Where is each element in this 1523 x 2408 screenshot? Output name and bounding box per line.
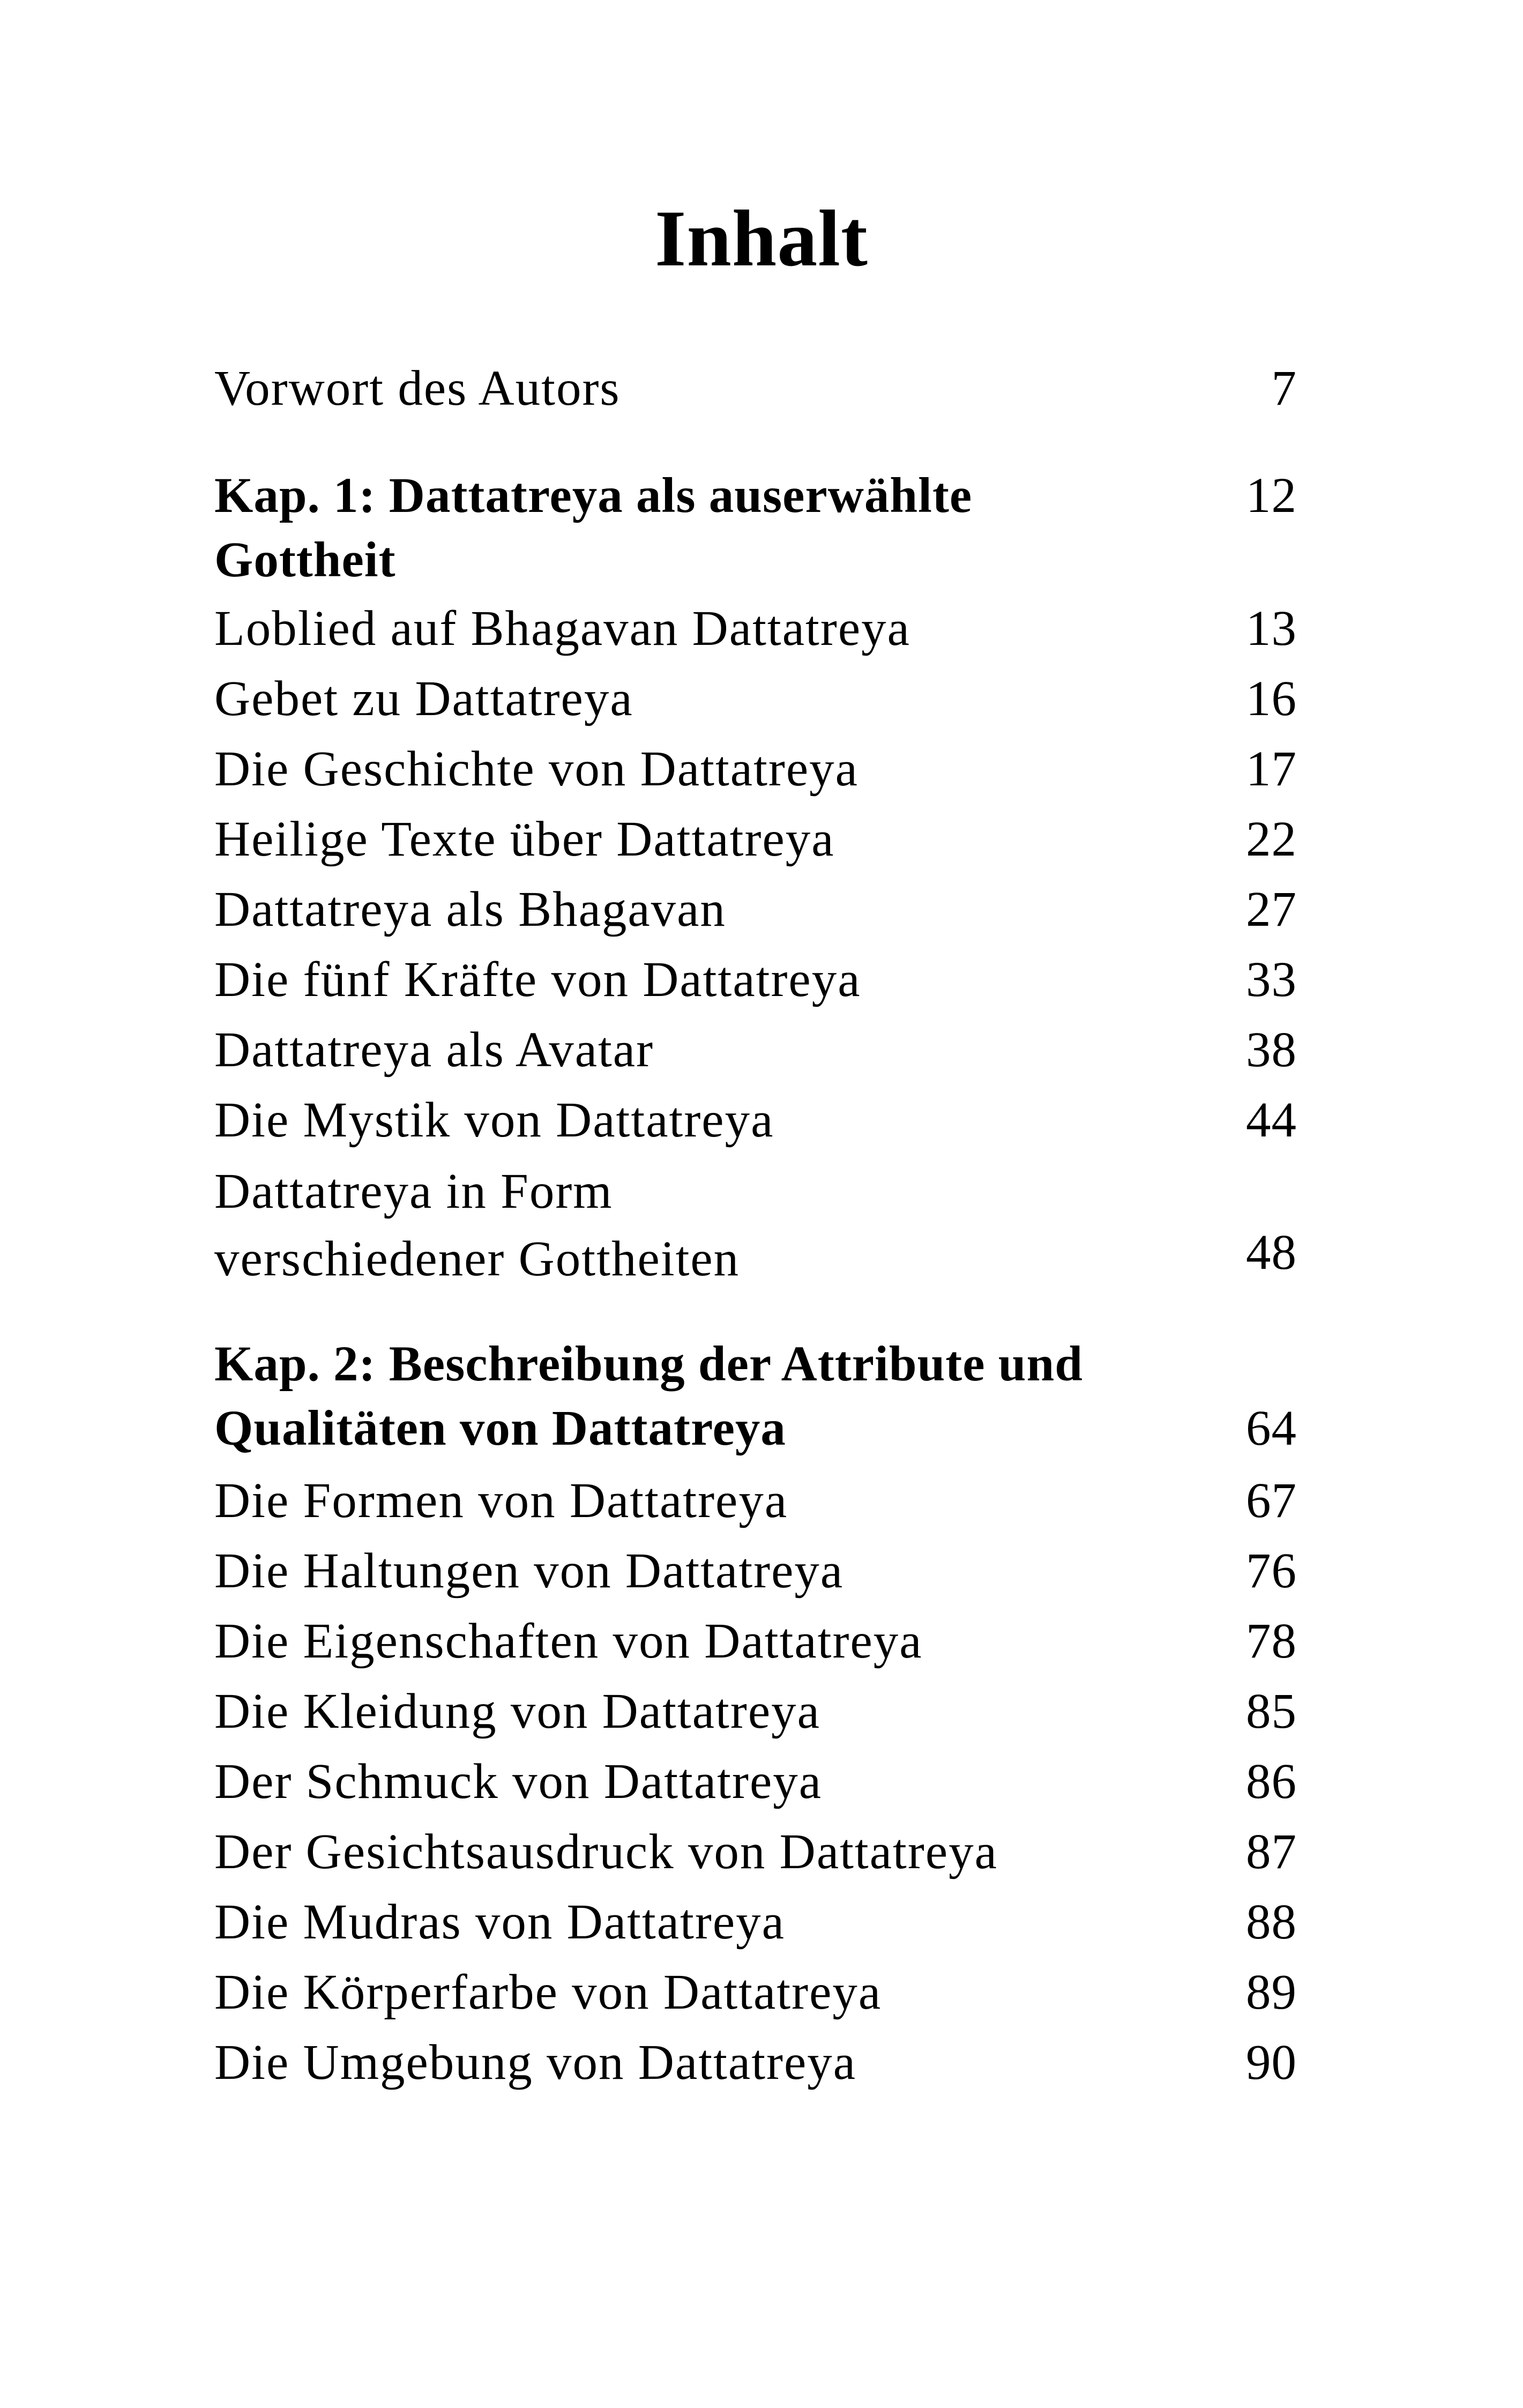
toc-entry-page: 7 (1271, 361, 1297, 416)
toc-entry (214, 737, 1297, 801)
toc-entry-page: 78 (1246, 1614, 1297, 1669)
toc-entry-page: 44 (1246, 1092, 1297, 1148)
toc-entry-label: Die Geschichte von Dattatreya (214, 741, 858, 797)
toc-entry (214, 1088, 1297, 1153)
toc-entry-label: Der Gesichtsausdruck von Dattatreya (214, 1824, 998, 1879)
toc-entry-page: 48 (1246, 1225, 1297, 1280)
toc-entry-page: 86 (1246, 1754, 1297, 1809)
toc-entry-label: Die Mystik von Dattatreya (214, 1092, 774, 1148)
toc-entry-page: 38 (1246, 1022, 1297, 1077)
toc-entry (214, 1890, 1297, 1954)
toc-chapter-label: Kap. 2: Beschreibung der Attribute und Qualitäten von Dattatreya (214, 1336, 1083, 1456)
toc-entry (214, 1960, 1297, 2025)
toc-entry-foreword (214, 356, 1297, 421)
toc-entry-label: Gebet zu Dattatreya (214, 671, 633, 726)
toc-entry (214, 1609, 1297, 1674)
toc-chapter-1 (214, 464, 1297, 592)
toc-entry (214, 2031, 1297, 2095)
toc-entry-label: Dattatreya in Form verschiedener Gottheiten (214, 1164, 740, 1287)
toc-entry-page: 89 (1246, 1965, 1297, 2020)
toc-entry-page: 27 (1246, 882, 1297, 937)
toc-entry-label: Dattatreya als Avatar (214, 1022, 654, 1077)
toc-entry-label: Die Kleidung von Dattatreya (214, 1684, 820, 1739)
toc-entry (214, 948, 1297, 1012)
toc-entry-page: 33 (1246, 952, 1297, 1007)
toc-entry-page: 16 (1246, 671, 1297, 726)
toc-entry-label: Die Haltungen von Dattatreya (214, 1543, 844, 1599)
toc-chapter-2 (214, 1332, 1297, 1461)
toc-entry-label: Die Umgebung von Dattatreya (214, 2035, 857, 2090)
toc-entry-label: Die Formen von Dattatreya (214, 1473, 788, 1528)
toc-entry-label: Der Schmuck von Dattatreya (214, 1754, 823, 1809)
toc-entry (214, 878, 1297, 942)
toc-entry-page: 87 (1246, 1824, 1297, 1879)
page-title: Inhalt (655, 194, 868, 283)
toc-entry-label: Loblied auf Bhagavan Dattatreya (214, 601, 910, 656)
toc-entry-label: Die Eigenschaften von Dattatreya (214, 1614, 923, 1669)
toc-entry-page: 88 (1246, 1894, 1297, 1950)
toc-entry-label: Dattatreya als Bhagavan (214, 882, 726, 937)
toc-entry-page: 13 (1246, 601, 1297, 656)
toc-entry-page: 76 (1246, 1543, 1297, 1599)
toc-entry-label: Die Mudras von Dattatreya (214, 1894, 785, 1950)
toc-entry (214, 597, 1297, 661)
toc-entry-page: 12 (1246, 468, 1297, 523)
toc-chapter-label: Kap. 1: Dattatreya als auserwählte Gottheit (214, 468, 973, 588)
toc-entry (214, 1018, 1297, 1082)
toc-entry-page: 17 (1246, 741, 1297, 797)
toc-entry-label: Heilige Texte über Dattatreya (214, 812, 835, 867)
toc-entry (214, 1539, 1297, 1603)
toc-entry (214, 1469, 1297, 1533)
toc-entry (214, 1158, 1297, 1293)
toc-entry-page: 85 (1246, 1684, 1297, 1739)
toc-entry-label: Vorwort des Autors (214, 361, 621, 416)
toc-entry-label: Die Körperfarbe von Dattatreya (214, 1965, 882, 2020)
toc-entry-label: Die fünf Kräfte von Dattatreya (214, 952, 861, 1007)
toc-entry (214, 1820, 1297, 1884)
toc-entry-page: 67 (1246, 1473, 1297, 1528)
toc-entry (214, 807, 1297, 872)
toc-entry (214, 1679, 1297, 1744)
toc-entry (214, 667, 1297, 731)
toc-entry (214, 1750, 1297, 1814)
toc-entry-page: 22 (1246, 812, 1297, 867)
toc-entry-page: 64 (1246, 1401, 1297, 1456)
toc-entry-page: 90 (1246, 2035, 1297, 2090)
